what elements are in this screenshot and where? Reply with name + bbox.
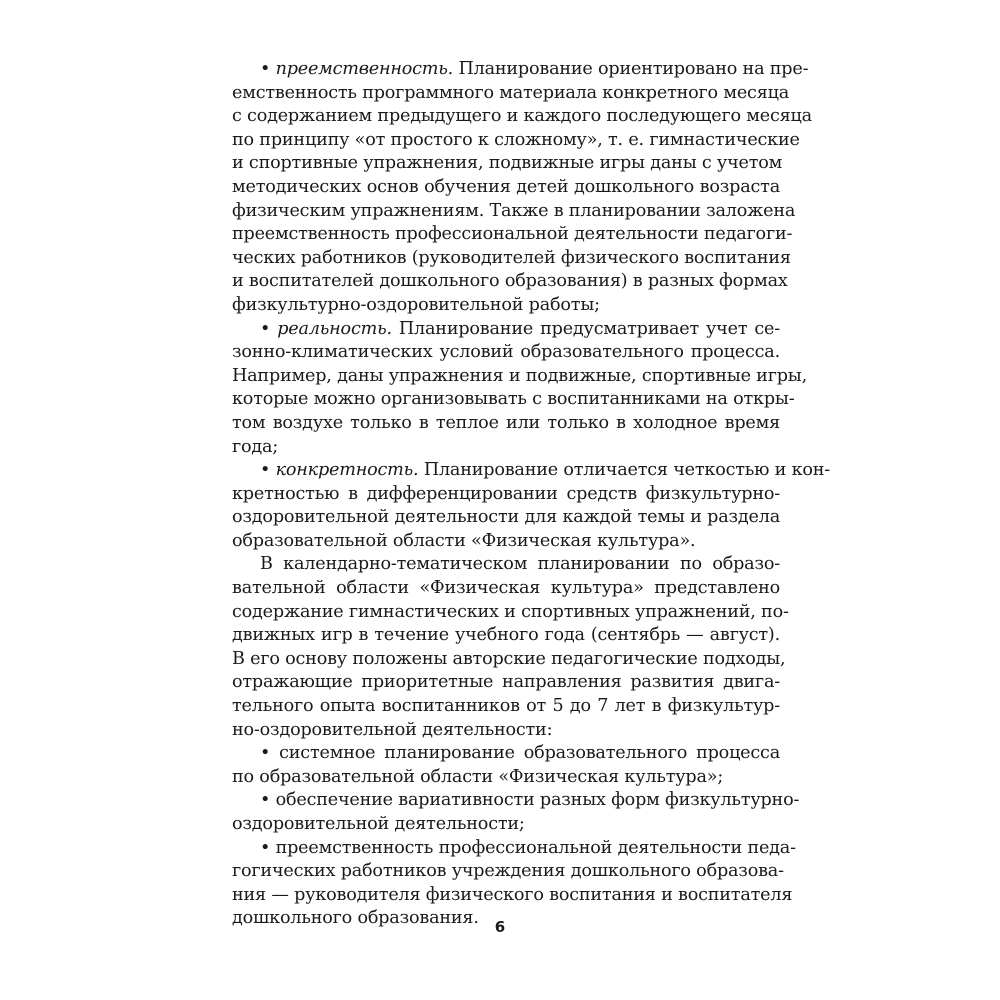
line-text: года; (232, 436, 279, 457)
bullet-marker: • (260, 59, 276, 79)
line-text: образовательной области «Физическая культура». (232, 530, 696, 551)
text-line (232, 365, 807, 389)
line-text: • системное планирование образовательного процесса (260, 743, 780, 764)
text-line (232, 200, 796, 224)
text-line (232, 860, 784, 884)
text-line (232, 837, 796, 861)
text-line (232, 789, 800, 813)
text-line (232, 483, 780, 507)
line-text: емственность программного материала конкретного месяца (232, 82, 789, 103)
line-text: кретностью в дифференцировании средств физкультурно- (232, 483, 780, 504)
line-text: оздоровительной деятельности; (232, 814, 525, 834)
text-line (232, 459, 831, 483)
text-line (232, 671, 780, 695)
text-line (232, 695, 780, 719)
line-text: Планирование предусматривает учет се- (391, 318, 780, 339)
line-text: ния — руководителя физического воспитания и воспитателя (232, 884, 793, 905)
line-text: отражающие приоритетные направления развития двига- (232, 672, 780, 693)
page-number: 6 (494, 918, 506, 936)
line-text: по принципу «от простого к сложному», т. е. гимнастические (232, 129, 800, 150)
line-text: • обеспечение вариативности разных форм физкультурно- (260, 790, 800, 811)
text-line (232, 624, 780, 648)
line-text: преемственность профессиональной деятельности педагоги- (232, 224, 793, 245)
text-line (232, 530, 780, 554)
line-text: содержание гимнастических и спортивных упражнений, по- (232, 601, 789, 622)
text-line (232, 506, 780, 530)
line-text: движных игр в течение учебного года (сентябрь — август). (232, 625, 780, 646)
line-text: но-оздоровительной деятельности: (232, 719, 553, 740)
text-line (232, 105, 812, 129)
line-text: тельного опыта воспитанников от 5 до 7 лет в физкультур- (232, 696, 780, 717)
text-line (232, 294, 780, 318)
text-line (232, 176, 780, 200)
line-text: и спортивные упражнения, подвижные игры даны с учетом (232, 153, 783, 174)
line-text: Планирование ориентировано на пре- (453, 59, 809, 79)
text-line (232, 719, 780, 743)
line-text: по образовательной области «Физическая культура»; (232, 766, 724, 787)
text-line (232, 152, 783, 176)
text-line (232, 813, 780, 837)
line-text: ческих работников (руководителей физического воспитания (232, 247, 791, 268)
line-text: которые можно организовывать с воспитанниками на откры- (232, 389, 795, 410)
text-line (232, 436, 780, 460)
line-text: Планирование отличается четкостью и кон- (418, 460, 831, 481)
line-text: оздоровительной деятельности для каждой темы и раздела (232, 507, 780, 528)
line-text: с содержанием предыдущего и каждого последующего месяца (232, 106, 812, 127)
text-line (232, 388, 795, 412)
text-line (232, 742, 780, 766)
line-text: том воздухе только в теплое или только в холодное время (232, 412, 780, 433)
term-italic: преемственность. (275, 59, 454, 79)
bullet-marker: • (260, 460, 276, 481)
text-line (232, 341, 780, 365)
text-line (232, 129, 800, 153)
text-line (232, 58, 809, 82)
line-text: В его основу положены авторские педагогические подходы, (232, 648, 786, 669)
page-body (232, 58, 831, 931)
line-text: вательной области «Физическая культура» представлено (232, 578, 780, 599)
line-text: и воспитателей дошкольного образования) в разных формах (232, 271, 788, 292)
line-text: физкультурно-оздоровительной работы; (232, 294, 600, 315)
text-line (232, 648, 786, 672)
text-line (232, 318, 780, 342)
text-line (232, 223, 793, 247)
line-text: гогических работников учреждения дошкольного образова- (232, 861, 784, 882)
term-italic: реальность. (277, 318, 392, 339)
line-text: дошкольного образования. (232, 908, 479, 929)
text-line (232, 82, 789, 106)
line-text: зонно-климатических условий образовательного процесса. (232, 342, 780, 363)
text-line (232, 766, 780, 790)
term-italic: конкретность. (275, 460, 419, 481)
line-text: физическим упражнениям. Также в планировании заложена (232, 200, 796, 221)
text-line (232, 884, 793, 908)
text-line (232, 247, 791, 271)
line-text: • преемственность профессиональной деятельности педа- (260, 837, 796, 858)
text-line (232, 412, 780, 436)
text-line (232, 577, 780, 601)
text-line (232, 601, 789, 625)
line-text: методических основ обучения детей дошкольного возраста (232, 176, 780, 197)
text-line (232, 270, 788, 294)
text-line (232, 553, 780, 577)
line-text: В календарно-тематическом планировании по образо- (260, 554, 780, 575)
bullet-marker: • (260, 318, 278, 339)
line-text: Например, даны упражнения и подвижные, спортивные игры, (232, 365, 807, 386)
